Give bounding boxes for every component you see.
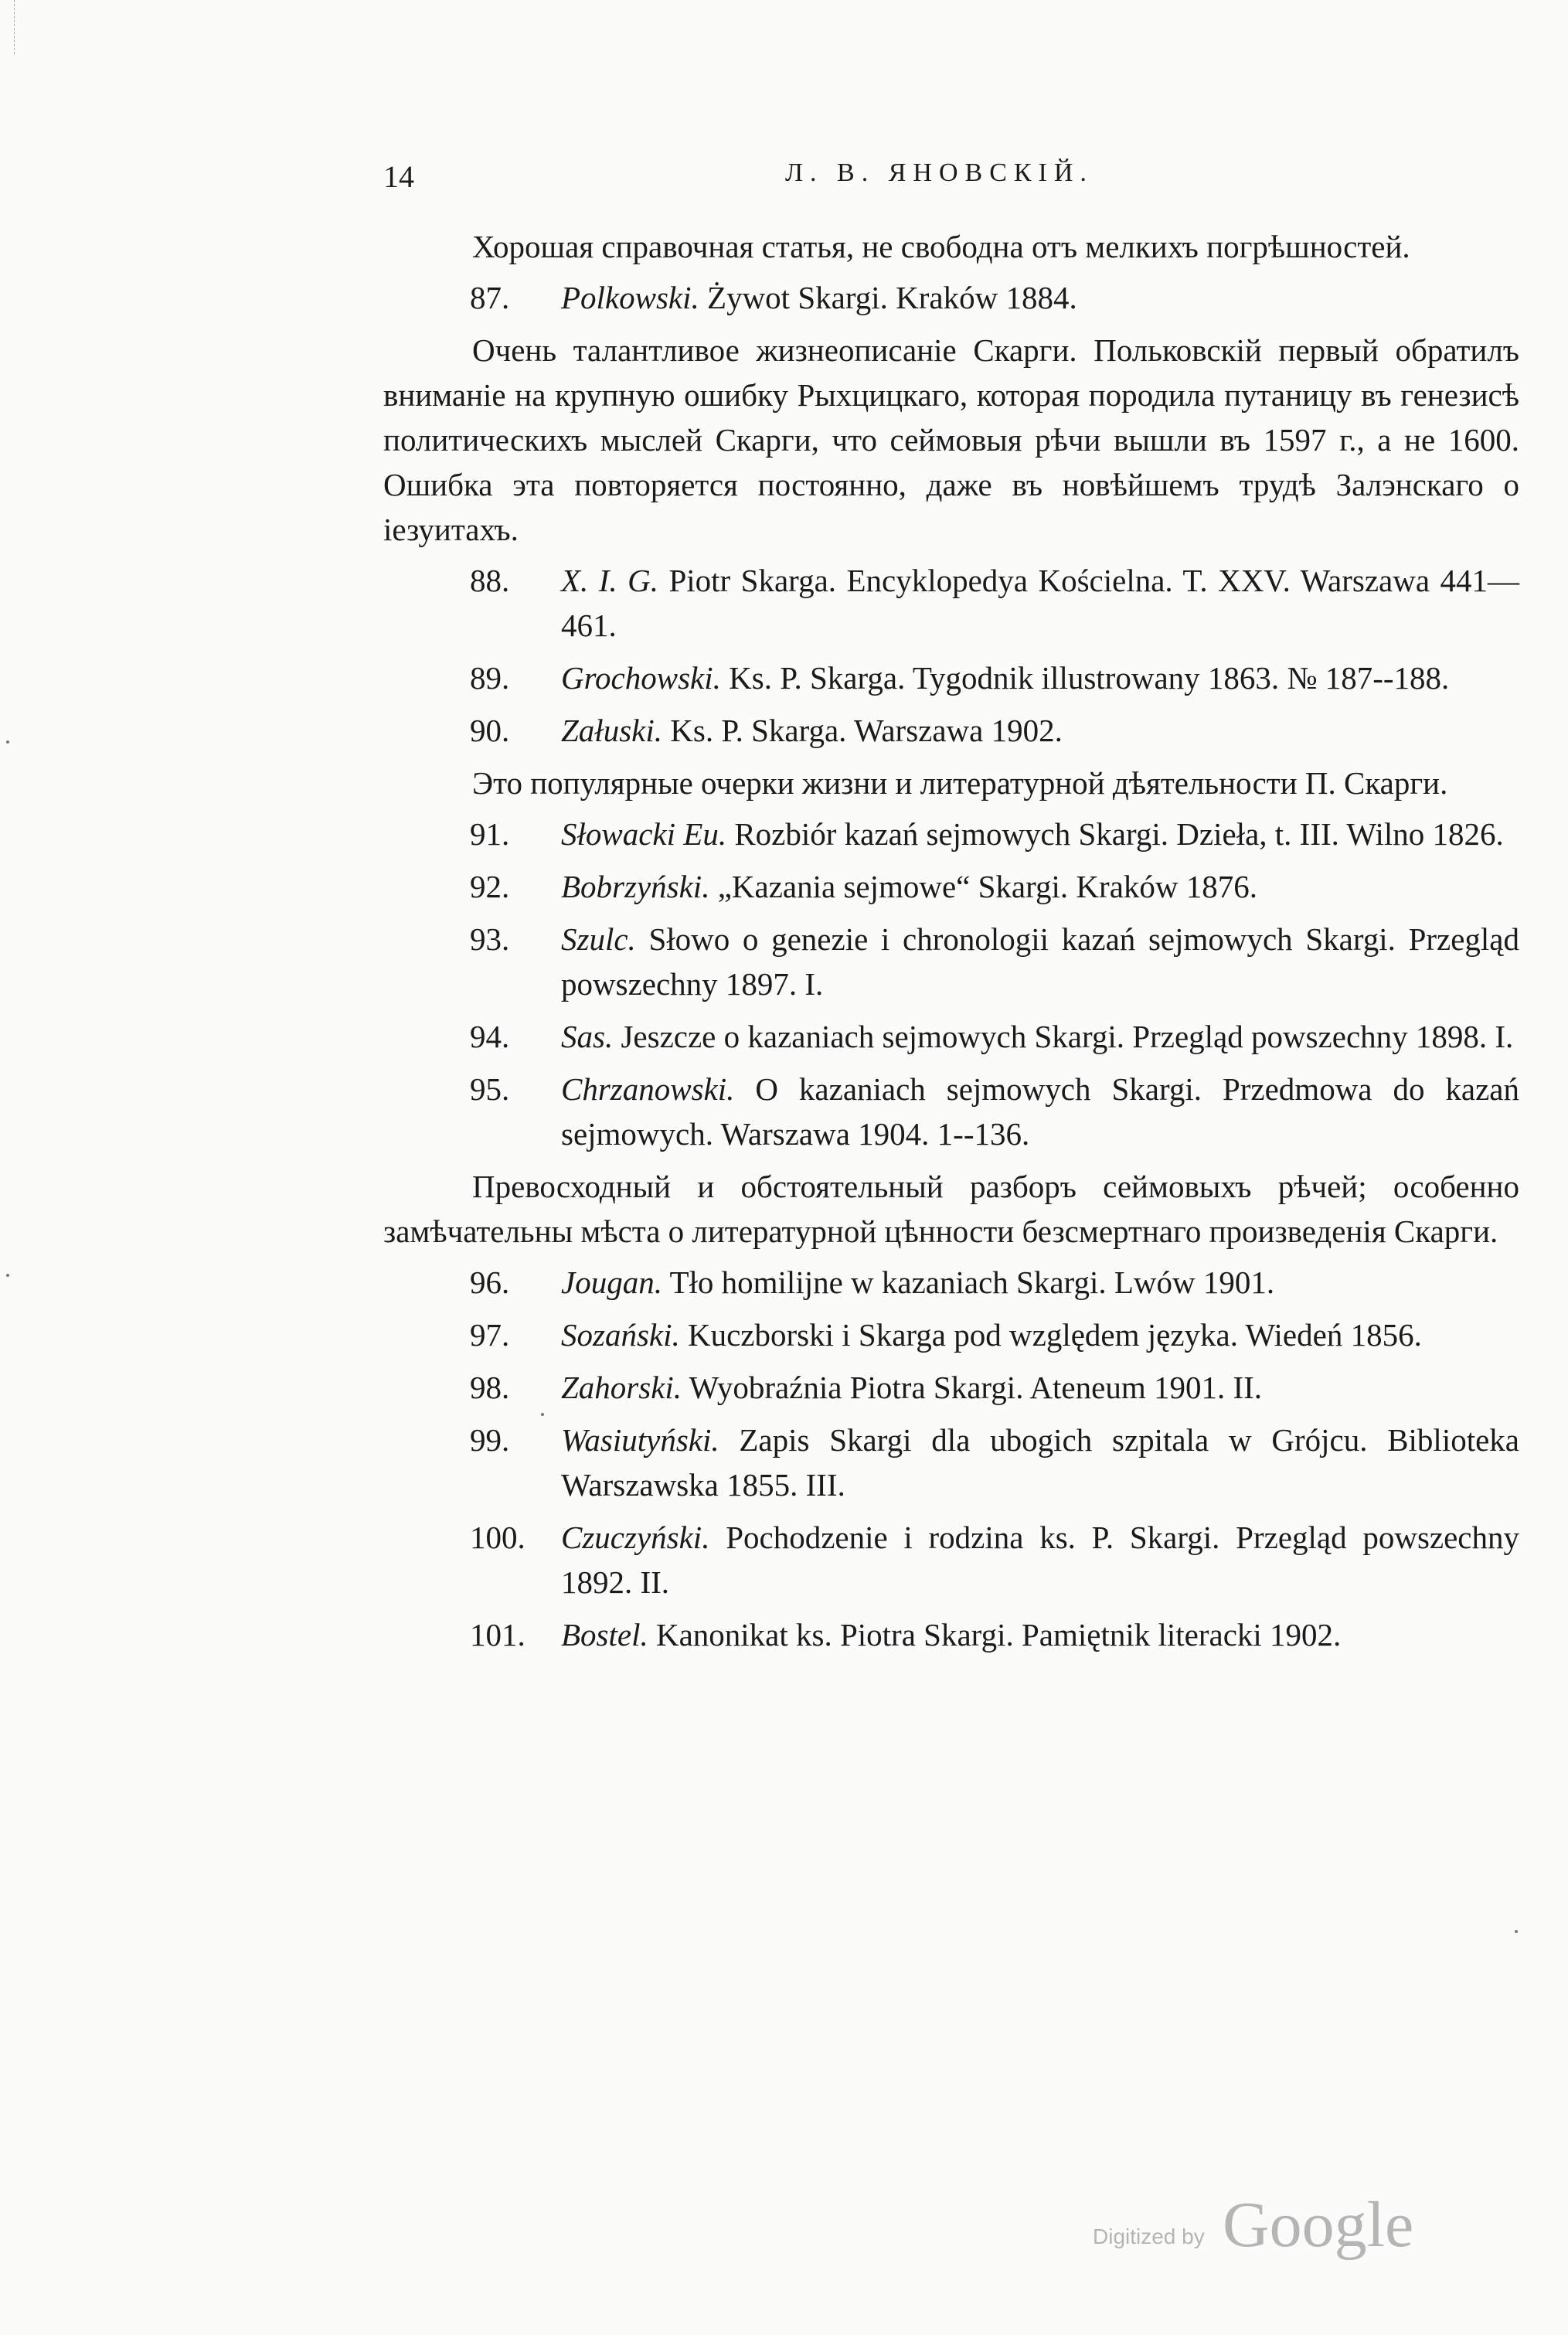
entry-text: Rozbiór kazań sejmowych Skargi. Dzieła, t. III. Wilno 1826. [734, 816, 1504, 852]
bibliography-entry [383, 1418, 1519, 1507]
entry-number: 89. [470, 660, 510, 696]
entry-number: 99. [470, 1422, 510, 1458]
bibliography-entry [383, 1260, 1519, 1305]
entry-number: 95. [470, 1071, 510, 1107]
bibliography-entry [383, 275, 1519, 320]
entry-author: Czuczyński. [561, 1520, 710, 1555]
entry-number: 96. [470, 1265, 510, 1300]
watermark-brand-logo: Google [1223, 2189, 1414, 2261]
entry-text: Żywot Skargi. Kraków 1884. [707, 280, 1077, 315]
watermark-prefix: Digitized by [1093, 2224, 1205, 2248]
entry-number: 98. [470, 1370, 510, 1405]
annotation-paragraph: Это популярные очерки жизни и литературной дѣятельности П. Скарги. [472, 765, 1448, 801]
scan-edge-line [14, 0, 15, 54]
entry-author: Jougan. [561, 1265, 662, 1300]
bibliography-entry [383, 1014, 1519, 1059]
entry-number: 93. [470, 921, 510, 957]
entry-text: Tło homilijne w kazaniach Skargi. Lwów 1901. [669, 1265, 1275, 1300]
entry-number: 91. [470, 816, 510, 852]
entry-text: „Kazania sejmowe“ Skargi. Kraków 1876. [717, 869, 1258, 904]
entry-text: Ks. P. Skarga. Warszawa 1902. [670, 713, 1063, 748]
entry-text: Ks. P. Skarga. Tygodnik illustrowany 1863. № 187--188. [729, 660, 1450, 696]
page-body [383, 224, 1519, 1665]
entry-author: Sozański. [561, 1317, 680, 1353]
bibliography-entry [383, 1312, 1519, 1357]
annotation-paragraph: Превосходный и обстоятельный разборъ сеймовыхъ рѣчей; особенно замѣчательны мѣста о литературной цѣнности безсмертнаго произведенія Скарги. [383, 1169, 1519, 1249]
margin-speck [1515, 1930, 1518, 1933]
entry-text: Słowo o genezie i chronologii kazań sejmowych Skargi. Przegląd powszechny 1897. I. [561, 921, 1520, 1002]
entry-author: Wasiutyński. [561, 1422, 719, 1458]
entry-author: Grochowski. [561, 660, 721, 696]
entry-number: 94. [470, 1019, 510, 1054]
bibliography-entry [383, 655, 1519, 700]
entry-text: Wyobraźnia Piotra Skargi. Ateneum 1901. II. [689, 1370, 1263, 1405]
bibliography-entry [383, 812, 1519, 856]
entry-text: Pochodzenie i rodzina ks. P. Skargi. Przegląd powszechny 1892. II. [561, 1520, 1519, 1600]
entry-text: Kanonikat ks. Piotra Skargi. Pamiętnik literacki 1902. [655, 1617, 1342, 1653]
page-number: 14 [383, 159, 414, 194]
entry-number: 97. [470, 1317, 510, 1353]
bibliography-entry [383, 708, 1519, 753]
entry-text: Piotr Skarga. Encyklopedya Kościelna. T. XXV. Warszawa 441—461. [561, 563, 1519, 643]
bibliography-entry [383, 864, 1519, 909]
entry-text: Zapis Skargi dla ubogich szpitala w Grójcu. Biblioteka Warszawska 1855. III. [561, 1422, 1520, 1503]
entry-number: 87. [470, 280, 510, 315]
entry-author: Załuski. [561, 713, 662, 748]
entry-author: Słowacki Eu. [561, 816, 727, 852]
entry-author: Sas. [561, 1019, 614, 1054]
margin-speck [6, 1274, 9, 1277]
bibliography-entry [383, 1365, 1519, 1410]
entry-author: Szulc. [561, 921, 636, 957]
entry-number: 92. [470, 869, 510, 904]
bibliography-entry [383, 558, 1519, 648]
margin-speck [6, 740, 9, 744]
entry-author: Polkowski. [561, 280, 699, 315]
entry-author: Bostel. [561, 1617, 648, 1653]
annotation-paragraph: Хорошая справочная статья, не свободна отъ мелкихъ погрѣшностей. [472, 229, 1410, 264]
entry-author: Chrzanowski. [561, 1071, 735, 1107]
running-title: Л. В. ЯНОВСКІЙ. [785, 158, 1094, 187]
bibliography-entry [383, 1067, 1519, 1156]
digitized-watermark [1093, 2187, 1417, 2261]
bibliography-entry [383, 1515, 1519, 1605]
bibliography-entry [383, 917, 1519, 1006]
bibliography-entry [383, 1612, 1519, 1657]
entry-author: X. I. G. [561, 563, 658, 598]
entry-number: 88. [470, 563, 510, 598]
running-header [383, 158, 1519, 197]
entry-number: 90. [470, 713, 510, 748]
entry-text: Jeszcze o kazaniach sejmowych Skargi. Przegląd powszechny 1898. I. [621, 1019, 1514, 1054]
entry-number: 101. [470, 1617, 526, 1653]
entry-author: Bobrzyński. [561, 869, 710, 904]
entry-text: O kazaniach sejmowych Skargi. Przedmowa do kazań sejmowych. Warszawa 1904. 1--136. [561, 1071, 1519, 1152]
entry-number: 100. [470, 1520, 526, 1555]
entry-author: Zahorski. [561, 1370, 682, 1405]
annotation-paragraph: Очень талантливое жизнеописаніе Скарги. Польковскій первый обратилъ вниманіе на крупную ошибку Рыхцицкаго, которая породила путаницу въ генезисѣ политическихъ мыслей Скарги, что сеймовыя рѣчи вышли въ 1597 г., а не 1600. Ошибка эта повторяется постоянно, даже въ новѣйшемъ трудѣ Залэнскаго о іезуитахъ. [383, 332, 1519, 547]
entry-text: Kuczborski i Skarga pod względem języka. Wiedeń 1856. [688, 1317, 1422, 1353]
